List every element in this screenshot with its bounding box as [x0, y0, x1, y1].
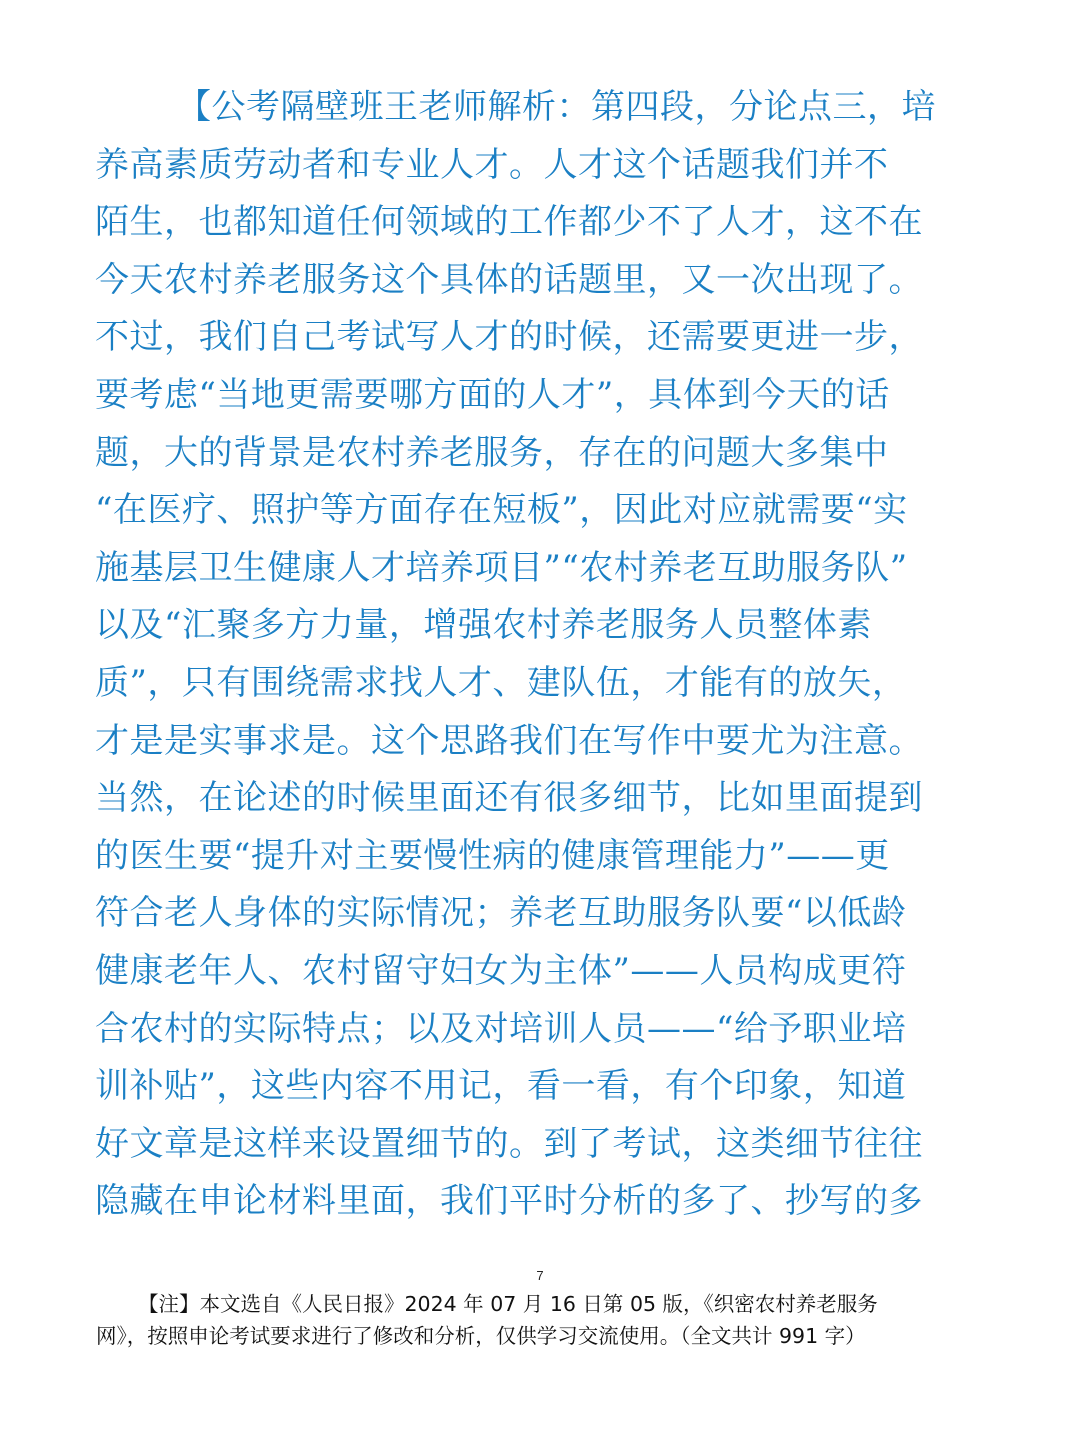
analysis-line: 符合老人身体的实际情况；养老互助服务队要“以低龄	[95, 893, 907, 934]
analysis-line: 质”，只有围绕需求找人才、建队伍，才能有的放矢，	[95, 662, 907, 703]
footnote-line: 【注】本文选自《人民日报》2024 年 07 月 16 日第 05 版，《织密农村养老服务	[138, 1292, 878, 1316]
analysis-line: 才是是实事求是。这个思路我们在写作中要尤为注意。	[95, 720, 923, 761]
analysis-line: 以及“汇聚多方力量，增强农村养老服务人员整体素	[95, 605, 872, 646]
analysis-line: 题，大的背景是农村养老服务，存在的问题大多集中	[95, 432, 889, 473]
analysis-line: 当然，在论述的时候里面还有很多细节，比如里面提到	[95, 778, 923, 819]
analysis-line: 不过，我们自己考试写人才的时候，还需要更进一步，	[95, 317, 923, 358]
analysis-line: 隐藏在申论材料里面，我们平时分析的多了、抄写的多	[95, 1181, 923, 1222]
analysis-line: 要考虑“当地更需要哪方面的人才”，具体到今天的话	[95, 374, 890, 415]
analysis-line: 【公考隔壁班王老师解析：第四段，分论点三，培	[177, 87, 936, 127]
analysis-line: “在医疗、照护等方面存在短板”，因此对应就需要“实	[95, 490, 908, 531]
page-number: 7	[536, 1268, 544, 1283]
analysis-line: 健康老年人、农村留守妇女为主体”——人员构成更符	[95, 950, 907, 991]
footnote	[96, 1288, 996, 1352]
analysis-line: 好文章是这样来设置细节的。到了考试，这类细节往往	[95, 1123, 923, 1164]
analysis-line: 施基层卫生健康人才培养项目”“农村养老互助服务队”	[95, 547, 908, 588]
analysis-paragraph	[95, 79, 995, 1231]
footnote-line: 网》，按照申论考试要求进行了修改和分析，仅供学习交流使用。（全文共计 991 字）	[96, 1324, 866, 1348]
analysis-line: 养高素质劳动者和专业人才。人才这个话题我们并不	[95, 144, 889, 185]
analysis-line: 陌生，也都知道任何领域的工作都少不了人才，这不在	[95, 202, 923, 243]
analysis-line: 今天农村养老服务这个具体的话题里，又一次出现了。	[95, 259, 923, 300]
analysis-line: 训补贴”，这些内容不用记，看一看，有个印象，知道	[95, 1066, 907, 1107]
analysis-line: 的医生要“提升对主要慢性病的健康管理能力”——更	[95, 835, 890, 876]
analysis-line: 合农村的实际特点；以及对培训人员——“给予职业培	[95, 1008, 907, 1049]
